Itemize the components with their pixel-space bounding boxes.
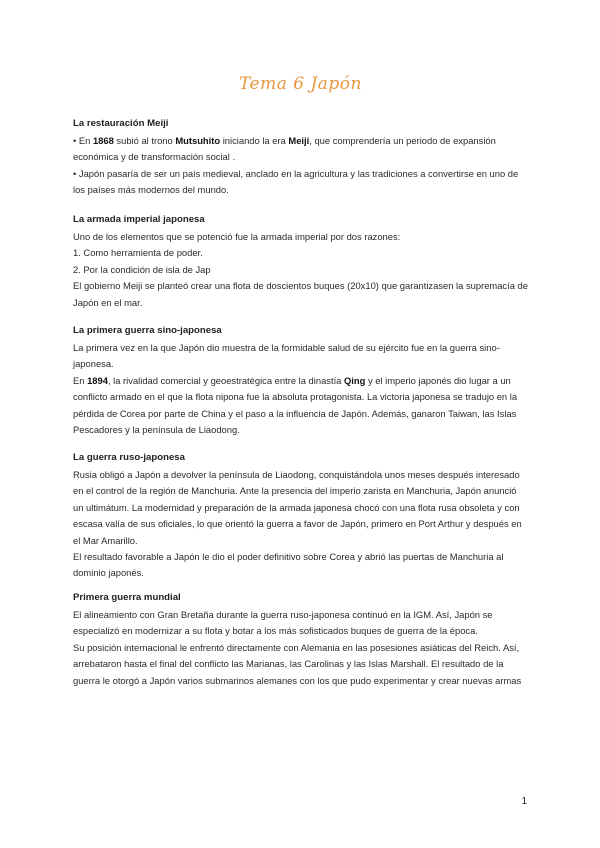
- section-guerra-ruso-japonesa: [73, 450, 528, 582]
- section-heading: La primera guerra sino-japonesa: [73, 325, 222, 336]
- text-run: y el imperio japonés dio lugar a un conflicto armado en el que la flota nipona fue la absoluta protagonista. La victoria japonesa se tradujo en la pérdida de Corea por parte de China y el paso a la influencia de Japón. Además, ganaron Taiwan, las Islas Pescadores y la península de Liaodong.: [73, 374, 518, 436]
- bold-text: Meiji: [288, 135, 310, 146]
- text-run: • Japón pasaría de ser un país medieval, anclado en la agricultura y las tradiciones a convertirse en uno de los países más modernos del mundo.: [73, 167, 519, 196]
- bold-text: 1894: [87, 374, 108, 386]
- text-run: En: [73, 374, 88, 386]
- section-heading: La armada imperial japonesa: [73, 214, 205, 225]
- paragraph: [73, 278, 528, 311]
- text-run: subió al trono: [113, 135, 176, 146]
- text-run: Rusia obligó a Japón a devolver la península de Liaodong, conquistándola unos meses después interesado en el control de la región de Manchuria. Ante la presencia del imperio zarista en Manchuria, Japón anunció un ultimátum. La modernidad y preparación de la armada japonesa chocó con una flota rusa obsoleta y con escasa valía de sus oficiales, lo que orientó la guerra a favor de Japón, primero en Port Arthur y después en el Mar Amarillo.: [73, 469, 522, 546]
- text-run: 2. Por la condición de isla de Jap: [73, 263, 211, 275]
- section-armada-imperial: [73, 212, 528, 311]
- text-run: El gobierno Meiji se planteó crear una flota de doscientos buques (20x10) que garantizasen la supremacía de Japón en el mar.: [73, 280, 528, 308]
- section-body: [73, 133, 528, 199]
- paragraph: [73, 467, 528, 549]
- paragraph: [73, 607, 528, 640]
- bold-text: Qing: [344, 374, 366, 386]
- section-restauracion-meiji: [73, 116, 528, 199]
- section-heading: La guerra ruso-japonesa: [73, 452, 185, 463]
- text-run: Uno de los elementos que se potenció fue la armada imperial por dos razones:: [73, 231, 401, 242]
- text-run: iniciando la era: [220, 135, 289, 146]
- text-run: , que comprendería un periodo de expansión económica y de transformación social .: [73, 135, 496, 163]
- paragraph: [73, 549, 528, 582]
- paragraph: [73, 133, 528, 166]
- paragraph: [73, 373, 528, 439]
- bold-text: Mutsuhito: [175, 135, 221, 146]
- page-number: 1: [521, 796, 527, 807]
- text-run: El alineamiento con Gran Bretaña durante la guerra ruso-japonesa continuó en la IGM. Así, Japón se especializó en modernizar a su flota y botar a los más sofisticados buques de guerra de la época.: [73, 609, 493, 637]
- section-heading: La restauración Meiji: [73, 118, 169, 129]
- paragraph: [73, 229, 528, 245]
- page-title: Tema 6 Japón: [239, 74, 362, 94]
- section-body: [73, 607, 528, 689]
- paragraph: [73, 640, 528, 689]
- bold-text: 1868: [92, 135, 114, 146]
- paragraph: [73, 340, 528, 373]
- text-run: El resultado favorable a Japón le dio el poder definitivo sobre Corea y abrió las puertas de Manchuria al dominio japonés.: [73, 551, 504, 579]
- paragraph: [73, 166, 528, 199]
- section-body: [73, 340, 528, 438]
- section-body: [73, 467, 528, 582]
- section-body: [73, 229, 528, 311]
- section-primera-guerra-mundial: [73, 590, 528, 689]
- paragraph: [73, 262, 528, 278]
- text-run: Su posición internacional le enfrentó directamente con Alemania en las posesiones asiáticas del Reich. Así, arrebataron hasta el final del conflicto las Marianas, las Carolinas y las Islas Marshall. El resultado de la guerra le otorgó a Japón varios submarinos alemanes con los que pudo experimentar y crear nuevas armas: [73, 641, 522, 686]
- section-heading: Primera guerra mundial: [73, 592, 181, 603]
- text-run: La primera vez en la que Japón dio muestra de la formidable salud de su ejército fue en la guerra sino-japonesa.: [73, 342, 500, 370]
- paragraph: [73, 245, 528, 261]
- text-run: , la rivalidad comercial y geoestratégica entre la dinastía: [107, 374, 344, 386]
- text-run: 1. Como herramienta de poder.: [73, 247, 203, 259]
- section-guerra-sino-japonesa: [73, 323, 528, 438]
- text-run: • En: [73, 135, 93, 146]
